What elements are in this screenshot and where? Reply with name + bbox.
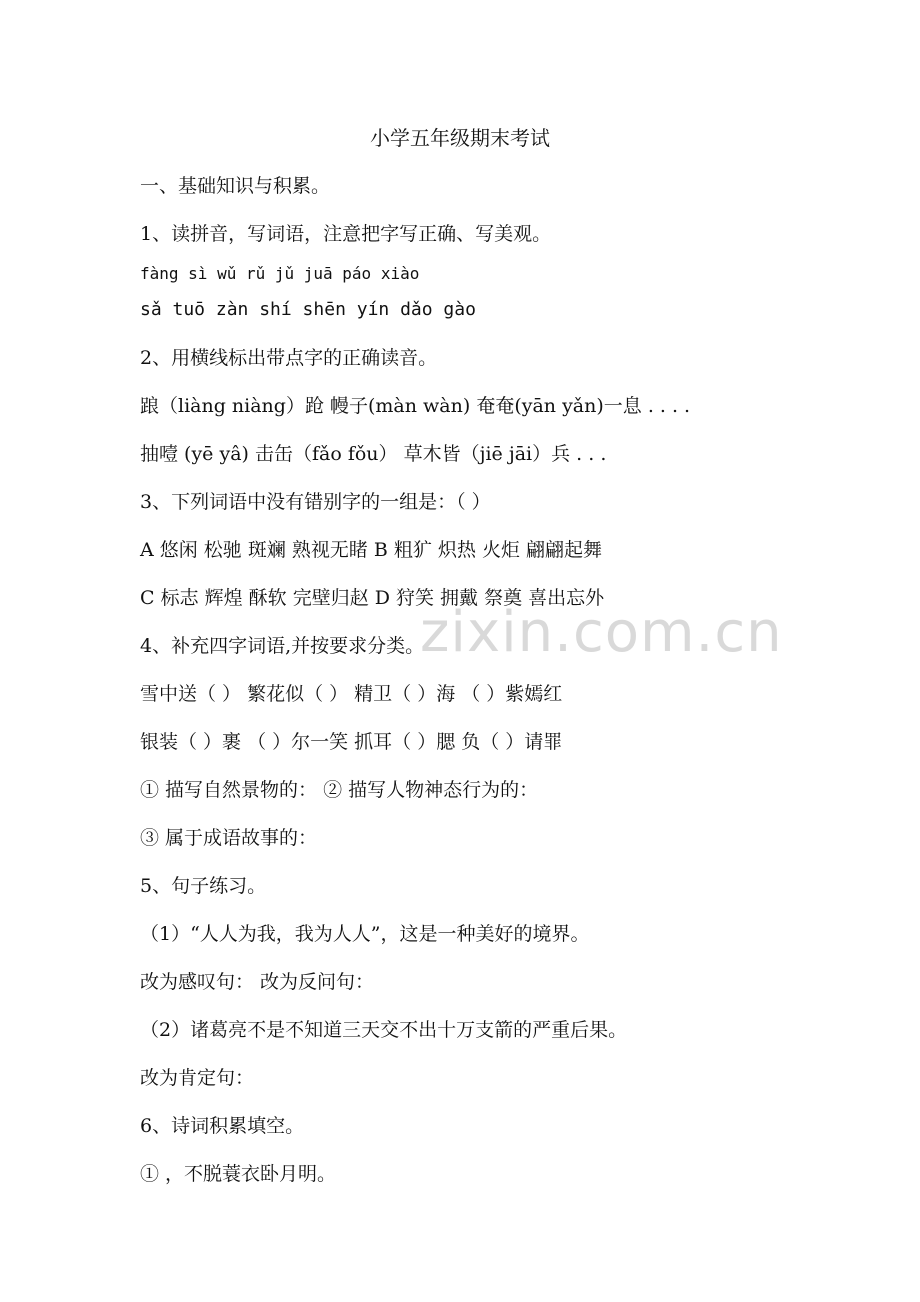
- question-4-category-1-2: ① 描写自然景物的： ② 描写人物神态行为的：: [140, 779, 539, 801]
- question-3-options-ab: A 悠闲 松驰 斑斓 熟视无睹 B 粗犷 炽热 火炬 翩翩起舞: [140, 539, 603, 561]
- watermark: zixin.com.cn: [420, 600, 783, 665]
- question-3: 3、下列词语中没有错别字的一组是：（ ）: [140, 491, 491, 513]
- question-4-row-2: 银装（ ）裹 （ ）尔一笑 抓耳（ ）腮 负（ ）请罪: [140, 731, 563, 753]
- question-4-row-1: 雪中送（ ） 繁花似（ ） 精卫（ ）海 （ ）紫嫣红: [140, 683, 563, 705]
- question-2-line-1: 踉（liàng niàng）跄 幔子(màn wàn) 奄奄(yān yǎn)一息 . . . .: [140, 395, 691, 417]
- section-heading-basics: 一、基础知识与积累。: [140, 175, 331, 197]
- question-1: 1、读拼音，写词语，注意把字写正确、写美观。: [140, 223, 552, 245]
- question-5-sentence-1: （1）“人人为我，我为人人”，这是一种美好的境界。: [140, 923, 590, 945]
- question-4-category-3: ③ 属于成语故事的：: [140, 827, 318, 849]
- question-3-options-cd: C 标志 辉煌 酥软 完壁归赵 D 狩笑 拥戴 祭奠 喜出忘外: [140, 587, 605, 609]
- page-title: 小学五年级期末考试: [370, 126, 550, 150]
- question-6-item-1: ① ，不脱蓑衣卧月明。: [140, 1163, 337, 1185]
- question-2-line-2: 抽噎 (yē yâ) 击缶（fǎo fǒu） 草木皆（jiē jāi）兵 . . .: [140, 443, 607, 465]
- pinyin-row-1: fàng sì wǔ rǔ jǔ juā páo xiào: [140, 264, 420, 283]
- question-2: 2、用横线标出带点字的正确读音。: [140, 347, 438, 369]
- question-5: 5、句子练习。: [140, 875, 267, 897]
- question-5-sentence-2: （2）诸葛亮不是不知道三天交不出十万支箭的严重后果。: [140, 1019, 628, 1041]
- question-6: 6、诗词积累填空。: [140, 1115, 305, 1137]
- question-4: 4、补充四字词语,并按要求分类。: [140, 635, 425, 657]
- pinyin-row-2: sǎ tuō zàn shí shēn yín dǎo gào: [140, 299, 476, 320]
- question-5-rewrite-1: 改为感叹句： 改为反问句：: [140, 971, 375, 993]
- question-5-rewrite-2: 改为肯定句：: [140, 1067, 255, 1089]
